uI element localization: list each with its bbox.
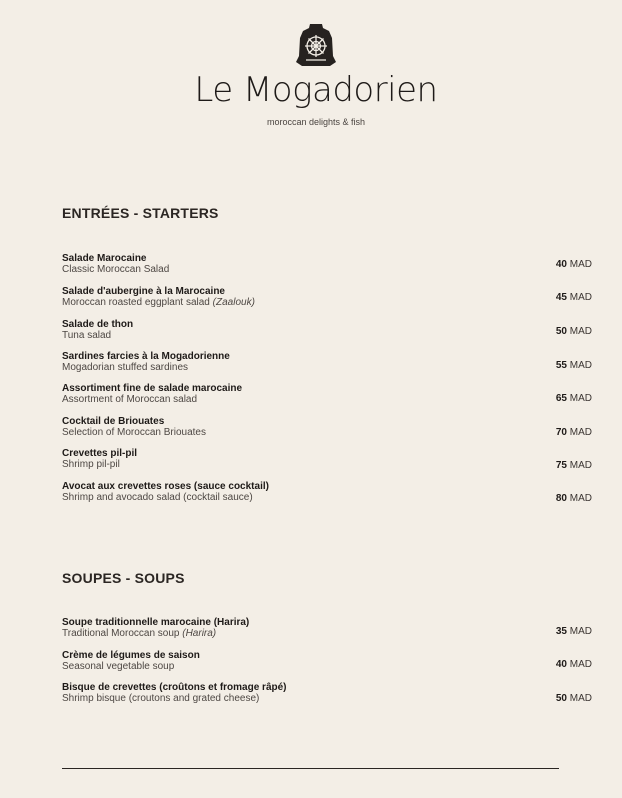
item-name: Bisque de crevettes (croûtons et fromage râpé)	[62, 682, 287, 693]
item-name: Assortiment fine de salade marocaine	[62, 383, 243, 394]
menu-item	[62, 682, 592, 710]
item-name: Cocktail de Briouates	[62, 416, 165, 427]
item-name: Salade Marocaine	[62, 253, 147, 264]
item-description: Selection of Moroccan Briouates	[62, 427, 206, 438]
item-name: Salade de thon	[62, 319, 134, 330]
menu-item	[62, 617, 592, 645]
footer-divider	[62, 768, 559, 769]
section-title-soups: SOUPES - SOUPS	[62, 570, 185, 586]
item-price: 70 MAD	[555, 427, 592, 438]
item-description: Mogadorian stuffed sardines	[62, 362, 189, 373]
menu-item	[62, 286, 592, 314]
item-price: 40 MAD	[555, 659, 592, 670]
item-description: Shrimp and avocado salad (cocktail sauce)	[62, 492, 253, 503]
section-title-starters: ENTRÉES - STARTERS	[62, 205, 219, 221]
item-name: Soupe traditionnelle marocaine (Harira)	[62, 617, 250, 628]
item-price: 40 MAD	[555, 259, 592, 270]
menu-item	[62, 253, 592, 281]
item-description: Classic Moroccan Salad	[62, 264, 170, 275]
menu-item	[62, 351, 592, 379]
moroccan-lantern-icon	[296, 22, 336, 66]
item-name: Salade d'aubergine à la Marocaine	[62, 286, 225, 297]
item-name: Avocat aux crevettes roses (sauce cocktail)	[62, 481, 269, 492]
item-description: Shrimp bisque (croutons and grated cheese)	[62, 693, 260, 704]
item-price: 80 MAD	[555, 493, 592, 504]
item-price: 45 MAD	[555, 292, 592, 303]
menu-item	[62, 448, 592, 476]
menu-item	[62, 650, 592, 678]
restaurant-name: Le Mogadorien	[194, 70, 438, 110]
item-description: Shrimp pil-pil	[62, 459, 120, 470]
item-name: Sardines farcies à la Mogadorienne	[62, 351, 230, 362]
menu-item	[62, 416, 592, 444]
menu-item	[62, 319, 592, 347]
item-price: 55 MAD	[555, 360, 592, 371]
menu-item	[62, 481, 592, 509]
item-price: 75 MAD	[555, 460, 592, 471]
item-description: Assortment of Moroccan salad	[62, 394, 198, 405]
item-price: 35 MAD	[555, 626, 592, 637]
menu-item	[62, 383, 592, 411]
item-description: Moroccan roasted eggplant salad (Zaalouk)	[62, 297, 255, 308]
item-name: Crème de légumes de saison	[62, 650, 200, 661]
item-name: Crevettes pil-pil	[62, 448, 138, 459]
item-description: Seasonal vegetable soup	[62, 661, 175, 672]
item-price: 50 MAD	[555, 693, 592, 704]
tagline: moroccan delights & fish	[266, 117, 366, 127]
item-price: 65 MAD	[555, 393, 592, 404]
item-price: 50 MAD	[555, 326, 592, 337]
item-description: Tuna salad	[62, 330, 112, 341]
item-description: Traditional Moroccan soup (Harira)	[62, 628, 217, 639]
